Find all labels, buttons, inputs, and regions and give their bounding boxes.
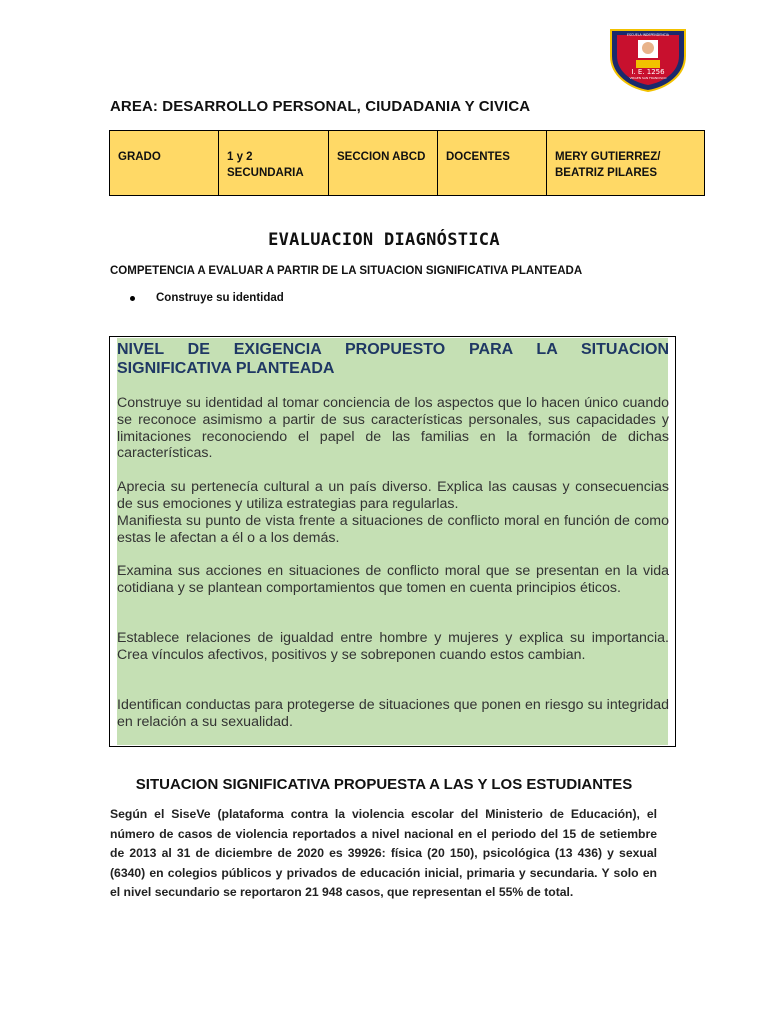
situacion-text: Según el SiseVe (plataforma contra la violencia escolar del Ministerio de Educación), el número de casos de violencia reportados a nivel nacional en el periodo del 15 de setiembre de 2013 al 31 de diciembre de 2020 es 39926: física (20 150), psicológica (13 436) y sexual (6340) en colegios públicos y privados de educación inicial, primaria y secundaria. Y solo en el nivel secundario se reportaron 21 948 casos, que representan el 55% de total. bbox=[110, 807, 657, 900]
bullet-icon bbox=[130, 296, 135, 301]
cell-docentes-value: MERY GUTIERREZ/ BEATRIZ PILARES bbox=[547, 131, 705, 196]
cell-docentes-label: DOCENTES bbox=[438, 131, 547, 196]
nivel-paragraph: Examina sus acciones en situaciones de conflicto moral que se presentan en la vida cotidiana y se plantean comportamientos que tomen en cuenta principios éticos. bbox=[117, 563, 669, 596]
nivel-paragraph: Establece relaciones de igualdad entre hombre y mujeres y explica su importancia. Crea vínculos afectivos, positivos y se sobreponen cuando estos cambian. bbox=[117, 630, 669, 663]
competencia-item bbox=[130, 292, 284, 304]
cell-seccion: SECCION ABCD bbox=[329, 131, 438, 196]
school-logo bbox=[608, 26, 688, 92]
logo-number: I. E. 1256 bbox=[631, 68, 665, 76]
situacion-title: SITUACION SIGNIFICATIVA PROPUESTA A LAS Y LOS ESTUDIANTES bbox=[135, 776, 633, 793]
cell-grado-value: 1 y 2 SECUNDARIA bbox=[219, 131, 329, 196]
nivel-exigencia-content bbox=[117, 338, 668, 745]
competencia-heading: COMPETENCIA A EVALUAR A PARTIR DE LA SITUACION SIGNIFICATIVA PLANTEADA bbox=[110, 265, 583, 277]
nivel-exigencia-box bbox=[109, 336, 676, 747]
nivel-paragraph: Identifican conductas para protegerse de situaciones que ponen en riesgo su integridad en relación a su sexualidad. bbox=[117, 697, 669, 730]
info-table-row bbox=[110, 131, 705, 196]
logo-top-text: ESCUELA INDEPENDENCIA bbox=[627, 33, 669, 37]
nivel-title: NIVEL DE EXIGENCIA PROPUESTO PARA LA SITUACION SIGNIFICATIVA PLANTEADA bbox=[117, 341, 669, 377]
nivel-paragraph: Aprecia su pertenecía cultural a un país diverso. Explica las causas y consecuencias de sus emociones y utiliza estrategias para regularlas. bbox=[117, 479, 669, 512]
logo-bottom-text: VIRGEN SAN FRANCISCO bbox=[629, 76, 667, 80]
nivel-paragraph: Manifiesta su punto de vista frente a situaciones de conflicto moral en función de como estas le afectan a él o a los demás. bbox=[117, 513, 669, 546]
page-title: EVALUACION DIAGNÓSTICA bbox=[268, 230, 500, 250]
area-title: AREA: DESARROLLO PERSONAL, CIUDADANIA Y CIVICA bbox=[110, 98, 531, 115]
cell-grado-label: GRADO bbox=[110, 131, 219, 196]
competencia-item-text: Construye su identidad bbox=[156, 292, 284, 304]
info-table bbox=[109, 130, 705, 196]
nivel-paragraph: Construye su identidad al tomar conciencia de los aspectos que lo hacen único cuando se reconoce asimismo a partir de sus características personales, sus capacidades y limitaciones reconociendo el papel de las familias en la formación de dichas características. bbox=[117, 395, 669, 462]
